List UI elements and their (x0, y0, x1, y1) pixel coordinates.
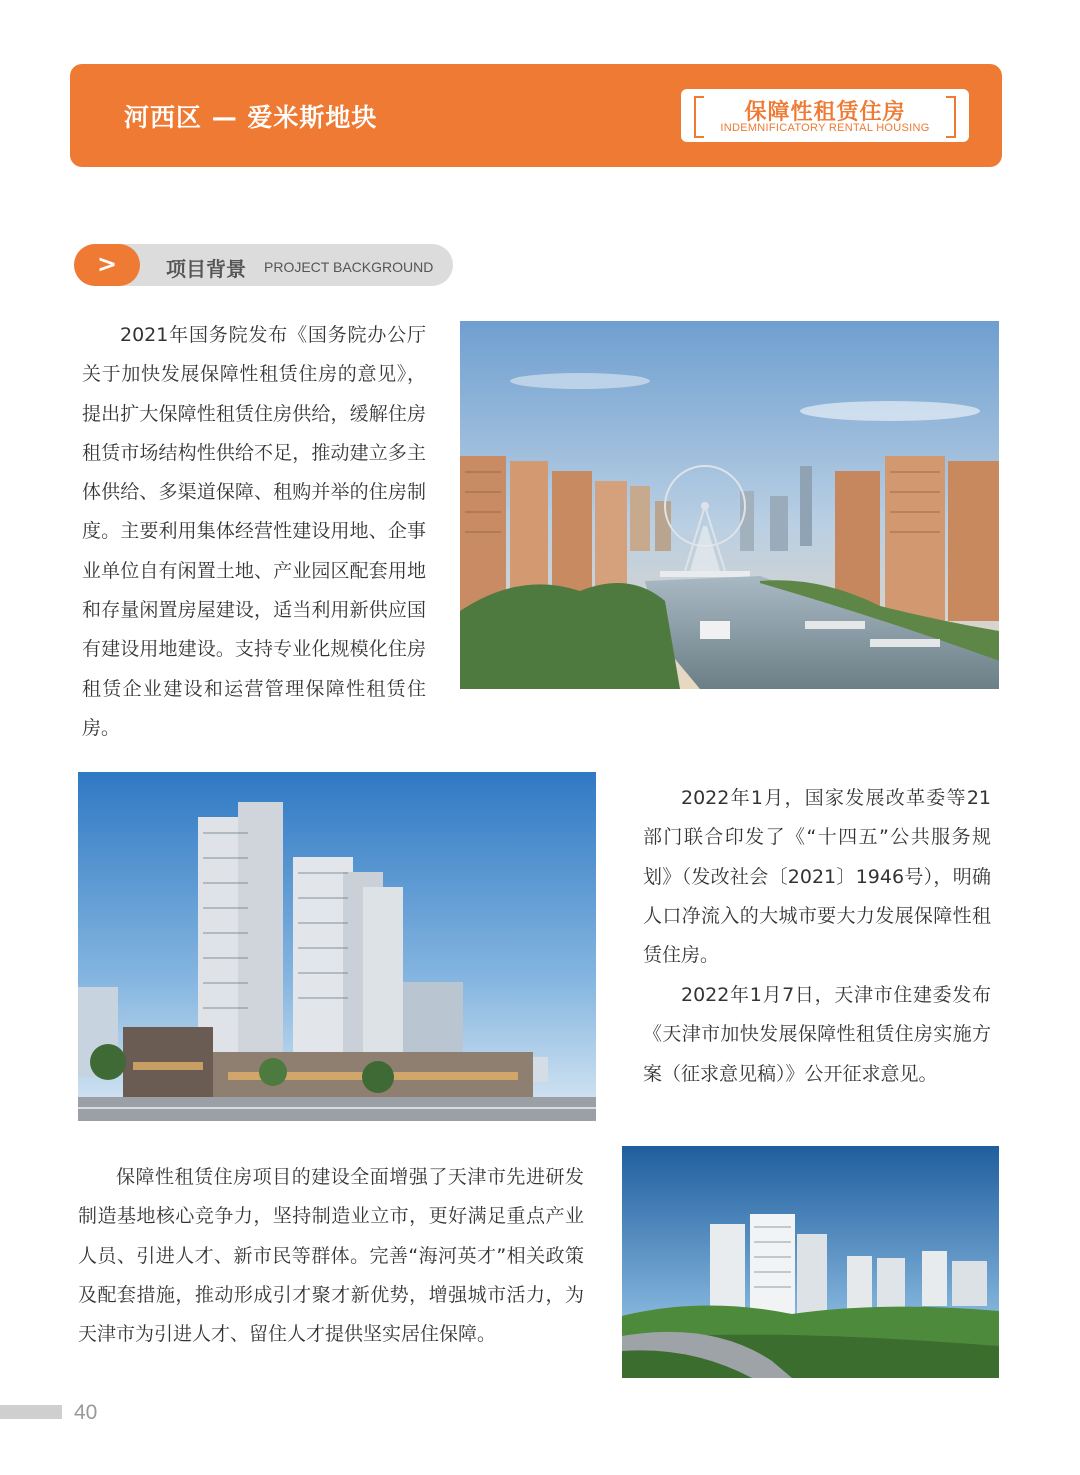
page-number: 40 (74, 1401, 98, 1424)
header-bar (70, 64, 1002, 167)
photo-residential-towers (78, 772, 596, 1121)
section-title-en: PROJECT BACKGROUND (264, 259, 434, 275)
section-heading (74, 244, 453, 286)
category-badge (681, 89, 969, 142)
badge-title-cn: 保障性租赁住房 (744, 100, 906, 125)
chevron-right-icon: > (74, 244, 140, 286)
paragraph-project-impact: 保障性租赁住房项目的建设全面增强了天津市先进研发制造基地核心竞争力，坚持制造业立市，更好满足重点产业人员、引进人才、新市民等群体。完善“海河英才”相关政策及配套措施，推动形成引才聚才新优势，增强城市活力，为天津市为引进人才、留住人才提供坚实居住保障。 (78, 1166, 584, 1346)
photo-river-cityscape (460, 321, 999, 689)
page-number-rule (0, 1405, 62, 1419)
badge-title-en: INDEMNIFICATORY RENTAL HOUSING (720, 122, 930, 134)
section-title-cn: 项目背景 (166, 257, 246, 281)
page-title: 河西区 — 爱米斯地块 (124, 103, 378, 132)
paragraph-policy-2022-ndrc: 2022年1月，国家发展改革委等21部门联合印发了《“十四五”公共服务规划》（发改社会〔2021〕1946号），明确人口净流入的大城市要大力发展保障性租赁住房。 (643, 787, 991, 967)
photo-residential-complex (622, 1146, 999, 1378)
paragraph-policy-2022-tianjin: 2022年1月7日，天津市住建委发布《天津市加快发展保障性租赁住房实施方案（征求意见稿）》公开征求意见。 (643, 984, 991, 1085)
paragraph-policy-2021: 2021年国务院发布《国务院办公厅关于加快发展保障性租赁住房的意见》，提出扩大保障性租赁住房供给，缓解住房租赁市场结构性供给不足，推动建立多主体供给、多渠道保障、租购并举的住房制度。主要利用集体经营性建设用地、企事业单位自有闲置土地、产业园区配套用地和存量闲置房屋建设，适当利用新供应国有建设用地建设。支持专业化规模化住房租赁企业建设和运营管理保障性租赁住房。 (82, 324, 426, 739)
